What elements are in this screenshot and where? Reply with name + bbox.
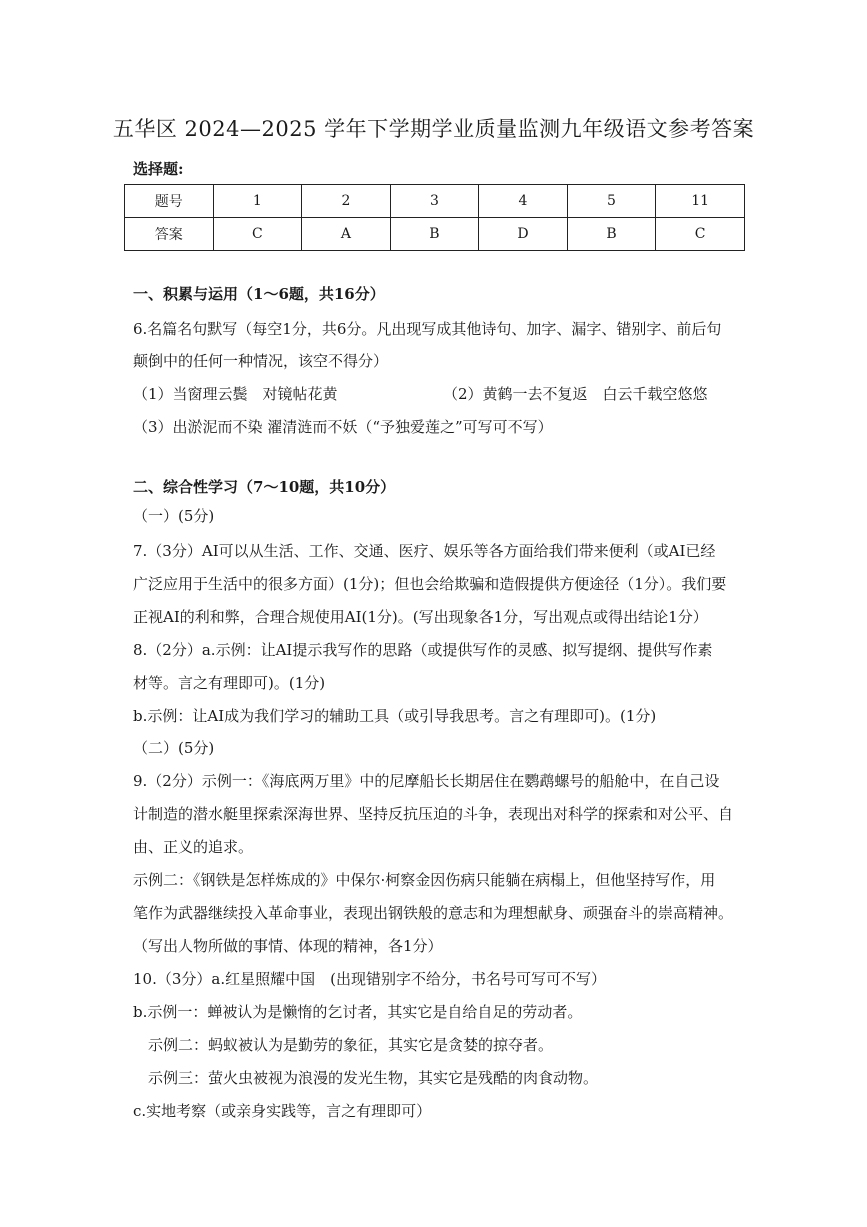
- answer-text: （1）当窗理云鬓 对镜帖花黄: [133, 385, 338, 403]
- section-heading: 二、综合性学习（7～10题，共10分）: [133, 478, 396, 496]
- answer-text: （3）出淤泥而不染 濯清涟而不妖（“予独爱莲之”可写可不写）: [133, 418, 553, 436]
- question-text: 6.名篇名句默写（每空1分，共6分。凡出现写成其他诗句、加字、漏字、错别字、前后句: [133, 320, 722, 338]
- question-number-cell: 5: [567, 185, 656, 218]
- answer-cell: C: [213, 218, 302, 251]
- part-label: （一）(5分): [133, 507, 215, 525]
- part-label: （二）(5分): [133, 739, 215, 757]
- answer-text: b.示例：让AI成为我们学习的辅助工具（或引导我思考。言之有理即可)。(1分): [133, 707, 657, 725]
- answer-text: 8.（2分）a.示例：让AI提示我写作的思路（或提供写作的灵感、拟写提纲、提供写作素: [133, 641, 713, 659]
- answer-text: 计制造的潜水艇里探索深海世界、坚持反抗压迫的斗争，表现出对科学的探索和对公平、自: [133, 805, 734, 823]
- question-text: 颠倒中的任何一种情况，该空不得分）: [133, 352, 389, 370]
- table-row-answers: [125, 218, 745, 251]
- section-heading: 一、积累与运用（1～6题，共16分）: [133, 285, 385, 303]
- answer-text: 广泛应用于生活中的很多方面）(1分)；但也会给欺骗和造假提供方便途径（1分）。我们要: [133, 575, 727, 593]
- page-title: 五华区 2024—2025 学年下学期学业质量监测九年级语文参考答案: [112, 117, 755, 141]
- question-number-cell: 2: [302, 185, 391, 218]
- answer-cell: B: [390, 218, 479, 251]
- answer-text: c.实地考察（或亲身实践等，言之有理即可）: [133, 1102, 432, 1120]
- answer-text: b.示例一：蝉被认为是懒惰的乞讨者，其实它是自给自足的劳动者。: [133, 1003, 583, 1021]
- answer-text: 10.（3分）a.红星照耀中国 (出现错别字不给分，书名号可写可不写）: [133, 970, 606, 988]
- question-number-cell: 11: [656, 185, 745, 218]
- answer-text: （写出人物所做的事情、体现的精神，各1分）: [133, 937, 443, 955]
- table-header-cell: 答案: [125, 218, 214, 251]
- question-number-cell: 3: [390, 185, 479, 218]
- answer-text: 示例二：《钢铁是怎样炼成的》中保尔·柯察金因伤病只能躺在病榻上，但他坚持写作，用: [133, 871, 716, 889]
- answer-cell: A: [302, 218, 391, 251]
- answer-text: 示例二：蚂蚁被认为是勤劳的象征，其实它是贪婪的掠夺者。: [148, 1036, 554, 1054]
- answer-text: 正视AI的利和弊，合理合规使用AI(1分)。(写出现象各1分，写出观点或得出结论1分）: [133, 608, 708, 626]
- table-header-cell: 题号: [125, 185, 214, 218]
- answer-text: 笔作为武器继续投入革命事业，表现出钢铁般的意志和为理想献身、顽强奋斗的崇高精神。: [133, 904, 734, 922]
- answer-cell: B: [567, 218, 656, 251]
- answer-text: 由、正义的追求。: [133, 838, 254, 856]
- answer-text: 材等。言之有理即可)。(1分): [133, 674, 326, 692]
- table-row-numbers: [125, 185, 745, 218]
- choice-answer-table: [124, 184, 745, 251]
- answer-text: （2）黄鹤一去不复返 白云千载空悠悠: [443, 385, 708, 403]
- question-number-cell: 4: [479, 185, 568, 218]
- question-number-cell: 1: [213, 185, 302, 218]
- answer-text: 示例三：萤火虫被视为浪漫的发光生物，其实它是残酷的肉食动物。: [148, 1069, 599, 1087]
- answer-text: 9.（2分）示例一：《海底两万里》中的尼摩船长长期居住在鹦鹉螺号的船舱中，在自己设: [133, 772, 720, 790]
- answer-cell: C: [656, 218, 745, 251]
- answer-text: 7.（3分）AI可以从生活、工作、交通、医疗、娱乐等各方面给我们带来便利（或AI已经: [133, 542, 716, 560]
- choice-section-label: 选择题:: [133, 160, 184, 178]
- answer-cell: D: [479, 218, 568, 251]
